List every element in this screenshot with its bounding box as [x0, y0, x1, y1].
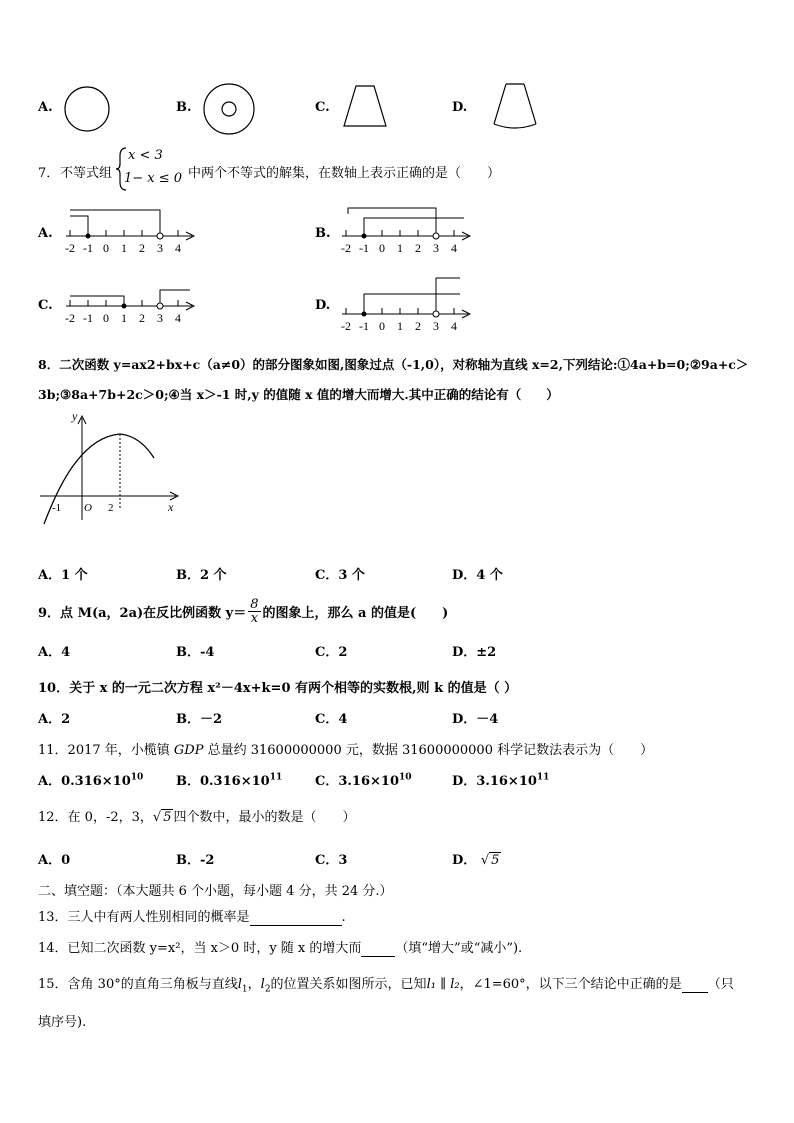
q7-option-b-label: B. — [315, 226, 331, 241]
q7-b-tick-label: -2 — [341, 241, 351, 255]
q11-lead: 11．2017 年，小榄镇 — [38, 743, 174, 758]
q10-option-d: D．－4 — [452, 712, 499, 727]
q9-fraction — [248, 598, 260, 625]
q7-c-tick-label: 0 — [103, 311, 109, 325]
q7-inequality-1: x < 3 — [128, 148, 163, 163]
q7-c-tick-label: 4 — [175, 311, 181, 325]
q7-inequality-2: 1− x ≤ 0 — [124, 171, 183, 186]
q6-option-c-trapezoid-figure — [340, 82, 390, 130]
q13-question: 13．三人中有两人性别相同的概率是 . — [38, 910, 346, 925]
q11-option-c: C．$3.16\times 10^{10}$ — [315, 772, 412, 789]
q6-option-d-label: D. — [452, 100, 468, 115]
section-2-title: 二、填空题：（本大题共 6 个小题，每小题 4 分，共 24 分.） — [38, 884, 393, 899]
q8-graph-tick-neg1: -1 — [52, 502, 62, 514]
q7-d-tick-label: 0 — [379, 319, 385, 333]
q12-option-d: D． √ 5 — [452, 853, 500, 868]
q7-question-tail: 中两个不等式的解集，在数轴上表示正确的是（ ） — [188, 166, 501, 181]
q7-b-tick-label: 2 — [415, 241, 421, 255]
q11-question — [38, 739, 653, 758]
q7-a-tick-label: 4 — [175, 241, 181, 255]
q9-option-c: C．2 — [315, 645, 348, 660]
q7-number: 7． — [38, 166, 60, 181]
q15-question-line-2: 填序号). — [38, 1015, 87, 1030]
q7-option-a-label: A. — [38, 226, 53, 241]
q10-option-a: A．2 — [38, 712, 71, 727]
q8-parabola-graph — [36, 408, 186, 526]
q12-option-a: A．0 — [38, 853, 71, 868]
q7-d-tick-label: 2 — [415, 319, 421, 333]
q6-option-a-circle-figure — [62, 84, 112, 134]
q8-question-line-1: 8．二次函数 y=ax2+bx+c（a≠0）的部分图象如图,图象过点（-1,0），对称轴为直线 x=2,下列结论:①4a+b=0;②9a+c＞ — [38, 357, 749, 372]
q7-option-c-label: C. — [38, 298, 53, 313]
q9-lead: 9．点 M(a，2a)在反比例函数 y＝ — [38, 606, 247, 621]
q8-option-d: D．4 个 — [452, 568, 503, 583]
q7-b-tick-label: 4 — [451, 241, 457, 255]
q6-option-b-ring-figure — [200, 80, 258, 138]
q13-answer-blank[interactable] — [250, 910, 342, 926]
q7-option-d-number-line — [338, 274, 478, 336]
q6-option-c-label: C. — [315, 100, 330, 115]
q14-answer-blank[interactable] — [361, 941, 395, 957]
q7-c-tick-label: -1 — [83, 311, 93, 325]
q7-d-tick-label: -1 — [359, 319, 369, 333]
q12-option-c: C．3 — [315, 853, 348, 868]
q12-tail: 四个数中，最小的数是（ ） — [173, 810, 356, 825]
q8-graph-y-label: y — [72, 409, 78, 423]
q10-option-c: C．4 — [315, 712, 348, 727]
q7-d-tick-label: -2 — [341, 319, 351, 333]
q9-option-d: D．±2 — [452, 645, 497, 660]
q7-c-tick-label: 3 — [157, 311, 163, 325]
q6-option-d-frustum-figure — [490, 80, 540, 132]
q9-question — [38, 598, 448, 625]
q12-lead: 12．在 0，-2，3， — [38, 810, 153, 825]
q15-question-line-1: 15．含角 30°的直角三角板与直线$l_1$，$l_2$的位置关系如图所示，已知l₁ ∥ l₂，∠1=60°，以下三个结论中正确的是 （只 — [38, 977, 734, 995]
q7-a-tick-label: 3 — [157, 241, 163, 255]
q8-graph-x-label: x — [168, 500, 174, 514]
q9-tail: 的图象上，那么 a 的值是( ) — [262, 606, 449, 621]
q7-option-d-label: D. — [315, 298, 331, 313]
q11-option-b: B．$0.316\times 10^{11}$ — [176, 772, 283, 789]
q7-b-tick-label: 1 — [397, 241, 403, 255]
q8-graph-tick-2: 2 — [108, 502, 114, 514]
q6-option-a-label: A. — [38, 100, 53, 115]
q9-fraction-denominator: x — [250, 611, 259, 626]
q14-question: 14．已知二次函数 y=x²，当 x＞0 时，y 随 x 的增大而 （填“增大”或“减小”). — [38, 941, 523, 956]
q7-d-tick-label: 1 — [397, 319, 403, 333]
q9-option-a: A．4 — [38, 645, 71, 660]
q6-option-b-label: B. — [176, 100, 192, 115]
q12-sqrt: √ 5 — [152, 810, 172, 825]
q8-graph-origin: O — [84, 502, 92, 514]
q11-tail: 总量约 31600000000 元，数据 31600000000 科学记数法表示为（ ） — [203, 743, 654, 758]
q7-a-tick-label: 0 — [103, 241, 109, 255]
q7-c-tick-label: 2 — [139, 311, 145, 325]
q7-b-tick-label: 3 — [433, 241, 439, 255]
q7-option-c-number-line — [62, 280, 202, 330]
q7-option-a-number-line — [62, 204, 202, 256]
q7-c-tick-label: -2 — [65, 311, 75, 325]
q7-option-b-number-line — [338, 204, 478, 256]
q7-b-tick-label: -1 — [359, 241, 369, 255]
q7-b-tick-label: 0 — [379, 241, 385, 255]
q10-question: 10．关于 x 的一元二次方程 x²－4x+k=0 有两个相等的实数根,则 k 的值是（ ） — [38, 681, 518, 696]
q8-option-a: A．1 个 — [38, 568, 88, 583]
q7-c-tick-label: 1 — [121, 311, 127, 325]
q8-option-b: B．2 个 — [176, 568, 227, 583]
q12-option-b: B．-2 — [176, 853, 215, 868]
q9-fraction-numerator: 8 — [250, 597, 259, 612]
q7-a-tick-label: -1 — [83, 241, 93, 255]
q11-gdp: GDP — [173, 743, 204, 758]
q11-option-d: D．$3.16\times 10^{11}$ — [452, 772, 550, 789]
q8-option-c: C．3 个 — [315, 568, 365, 583]
q15-answer-blank[interactable] — [682, 977, 708, 993]
q12-question — [38, 806, 355, 825]
q7-a-tick-label: 2 — [139, 241, 145, 255]
q7-a-tick-label: -2 — [65, 241, 75, 255]
q9-option-b: B．-4 — [176, 645, 215, 660]
q11-option-a: A．$0.316\times 10^{10}$ — [38, 772, 144, 789]
q7-d-tick-label: 4 — [451, 319, 457, 333]
q7-d-tick-label: 3 — [433, 319, 439, 333]
q7-lead: 不等式组 — [60, 166, 113, 181]
q8-question-line-2: 3b;③8a+7b+2c＞0;④当 x＞-1 时,y 的值随 x 值的增大而增大.其中正确的结论有（ ） — [38, 387, 559, 402]
q7-a-tick-label: 1 — [121, 241, 127, 255]
q10-option-b: B．－2 — [176, 712, 223, 727]
